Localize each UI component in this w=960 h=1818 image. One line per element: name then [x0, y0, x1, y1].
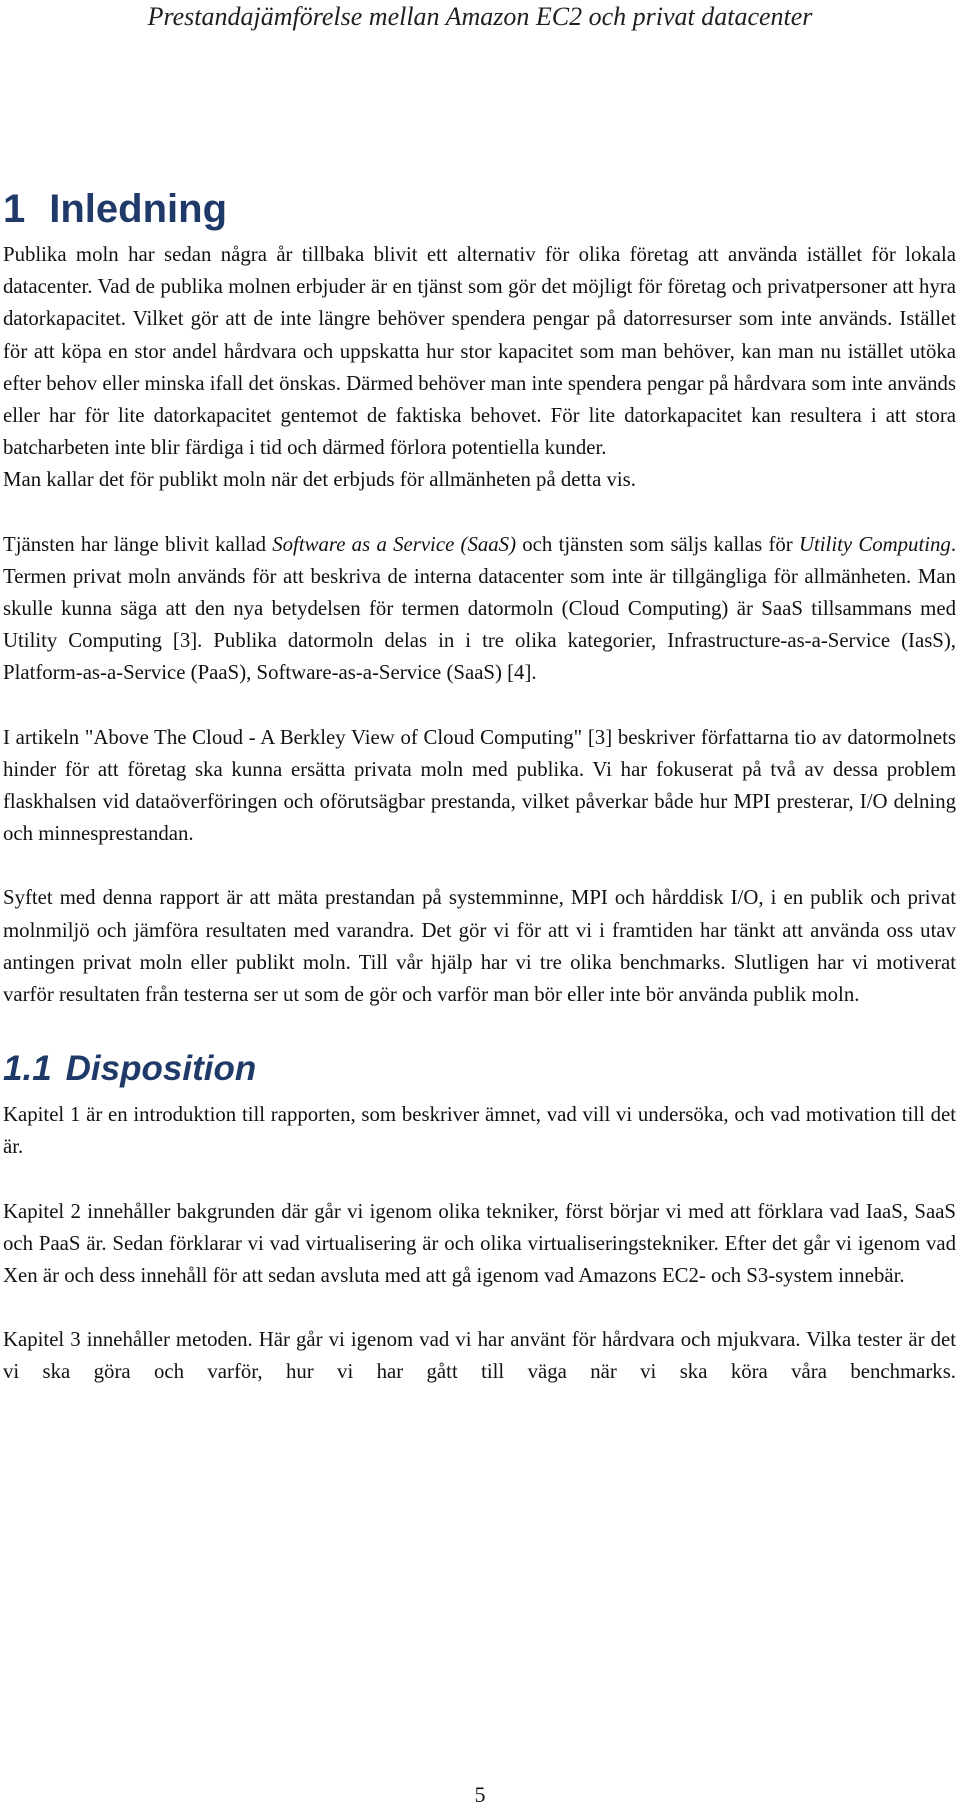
term-utility-computing: Utility Computing — [798, 532, 951, 556]
paragraph-article: I artikeln "Above The Cloud - A Berkley View of Cloud Computing" [3] beskriver författarna tio av datormolnets hinder för att företag ska kunna ersätta privata moln med publika. Vi har fokuserat på två av dessa problem flaskhalsen vid dataöverföringen och oförutsägbar prestanda, vilket påverkar både hur MPI presterar, I/O delning och minnesprestandan. — [3, 725, 956, 846]
section-title: Inledning — [49, 187, 228, 231]
section-title: Disposition — [65, 1049, 257, 1089]
paragraph-purpose: Syftet med denna rapport är att mäta prestandan på systemminne, MPI och hårddisk I/O, i en publik och privat molnmiljö och jämföra resultaten med varandra. Det gör vi för att vi i framtiden har tänkt att använda oss utav antingen privat moln eller publikt moln. Till vår hjälp har vi tre olika benchmarks. Slutligen har vi motiverat varför resultaten från testerna ser ut som de gör och varför man bör eller inte bör använda publik moln. — [3, 886, 956, 1007]
section-number: 1 — [3, 187, 26, 231]
paragraph-chapter-1: Kapitel 1 är en introduktion till rapporten, som beskriver ämnet, vad vill vi undersöka, och vad motivation till det är. — [3, 1103, 956, 1159]
paragraph-saas: Tjänsten har länge blivit kallad Software as a Service (SaaS) och tjänsten som säljs kallas för Utility Computing. Termen privat moln används för att beskriva de interna datacenter som inte är tillgängliga för allmänheten. Man skulle kunna säga att den nya betydelsen för termen datormoln (Cloud Computing) är SaaS tillsammans med Utility Computing [3]. Publika datormoln delas in i tre olika kategorier, Infrastructure-as-a-Service (IasS), Platform-as-a-Service (PaaS), Software-as-a-Service (SaaS) [4]. — [3, 532, 957, 685]
section-heading-1-1 — [3, 1047, 956, 1091]
running-header: Prestandajämförelse mellan Amazon EC2 och privat datacenter — [147, 2, 813, 31]
paragraph-intro: Publika moln har sedan några år tillbaka blivit ett alternativ för olika företag att använda istället för lokala datacenter. Vad de publika molnen erbjuder är en tjänst som gör det möjligt för företag och privatpersoner att hyra datorkapacitet. Vilket gör att de inte längre behöver spendera pengar på datorresurser som inte används. Istället för att köpa en stor andel hårdvara och uppskatta hur stor kapacitet som man behöver, kan man nu istället utöka efter behov eller minska ifall det önskas. Därmed behöver man inte spendera pengar på hårdvara som inte används eller har för lite datorkapacitet gentemot de faktiska behovet. För lite datorkapacitet kan resultera i att stora batcharbeten inte blir färdiga i tid och därmed förlora potentiella kunder. — [3, 243, 956, 460]
term-saas: Software as a Service (SaaS) — [272, 532, 517, 556]
paragraph-chapter-3: Kapitel 3 innehåller metoden. Här går vi igenom vad vi har använt för hårdvara och mjukvara. Vilka tester är det vi ska göra och varför, hur vi har gått till väga när vi ska köra våra benchmarks. — [3, 1328, 956, 1384]
paragraph-chapter-2: Kapitel 2 innehåller bakgrunden där går vi igenom olika tekniker, först börjar vi med att förklara vad IaaS, SaaS och PaaS är. Sedan förklarar vi vad virtualisering är och olika virtualiseringstekniker. Efter det går vi igenom vad Xen är och dess innehåll för att sedan avsluta med att gå igenom vad Amazons EC2- och S3-system innebär. — [3, 1199, 956, 1288]
paragraph-intro-end: Man kallar det för publikt moln när det erbjuds för allmänheten på detta vis. — [3, 468, 636, 492]
page-content — [3, 185, 956, 1389]
page-number: 5 — [474, 1782, 486, 1807]
section-number: 1.1 — [3, 1049, 52, 1089]
section-heading-1 — [3, 185, 956, 233]
